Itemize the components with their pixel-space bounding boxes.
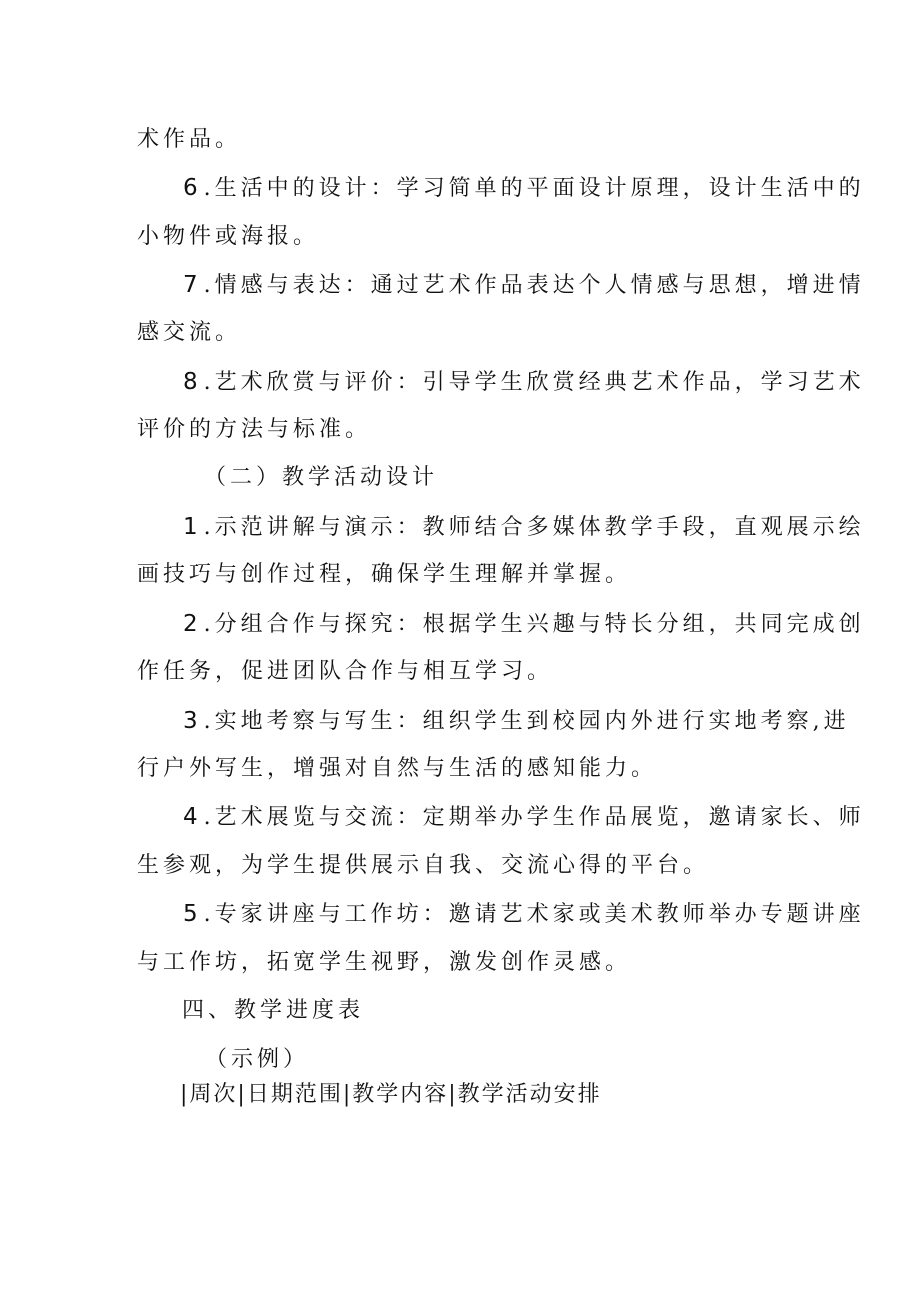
item-text: .艺术欣赏与评价：引导学生欣赏经典艺术作品，学习艺术 (203, 370, 865, 395)
item-text: .艺术展览与交流：定期举办学生作品展览，邀请家长、师 (203, 805, 865, 830)
item-number: 4 (183, 804, 198, 830)
activity-item-2-continuation: 作任务，促进团队合作与相互学习。 (137, 659, 554, 684)
item-number: 5 (183, 901, 198, 927)
subsection-title: （二）教学活动设计 (204, 465, 439, 490)
activity-item-2 (183, 609, 865, 640)
activity-item-4-continuation: 生参观，为学生提供展示自我、交流心得的平台。 (137, 853, 710, 878)
item-text: .示范讲解与演示：教师结合多媒体教学手段，直观展示绘 (203, 515, 865, 540)
item-number: 1 (183, 514, 198, 540)
activity-item-1-continuation: 画技巧与创作过程，确保学生理解并掌握。 (137, 562, 632, 587)
activity-item-5 (183, 899, 865, 930)
table-header-row: |周次|日期范围|教学内容|教学活动安排 (180, 1082, 602, 1107)
paragraph-continuation: 术作品。 (137, 127, 242, 152)
item-number: 2 (183, 611, 198, 637)
art-item-7-continuation: 感交流。 (137, 320, 242, 345)
art-item-8-continuation: 评价的方法与标准。 (137, 417, 372, 442)
item-number: 7 (183, 272, 198, 298)
activity-item-3-continuation: 行户外写生，增强对自然与生活的感知能力。 (137, 756, 658, 781)
activity-item-4 (183, 802, 865, 833)
section-title: 四、教学进度表 (182, 998, 365, 1023)
item-text: .分组合作与探究：根据学生兴趣与特长分组，共同完成创 (203, 612, 865, 637)
item-number: 6 (183, 175, 198, 201)
art-item-7 (183, 270, 865, 301)
item-text: .专家讲座与工作坊：邀请艺术家或美术教师举办专题讲座 (203, 902, 865, 927)
item-text: .实地考察与写生：组织学生到校园内外进行实地考察,进 (203, 709, 850, 734)
art-item-6-continuation: 小物件或海报。 (137, 224, 320, 249)
item-number: 3 (183, 708, 198, 734)
item-text: .生活中的设计：学习简单的平面设计原理，设计生活中的 (203, 176, 865, 201)
activity-item-1 (183, 512, 865, 543)
item-text: .情感与表达：通过艺术作品表达个人情感与思想，增进情 (203, 273, 865, 298)
art-item-6 (183, 173, 865, 204)
activity-item-3 (183, 706, 850, 737)
item-number: 8 (183, 369, 198, 395)
example-label: （示例） (205, 1047, 310, 1072)
activity-item-5-continuation: 与工作坊，拓宽学生视野，激发创作灵感。 (137, 950, 632, 975)
art-item-8 (183, 367, 865, 398)
